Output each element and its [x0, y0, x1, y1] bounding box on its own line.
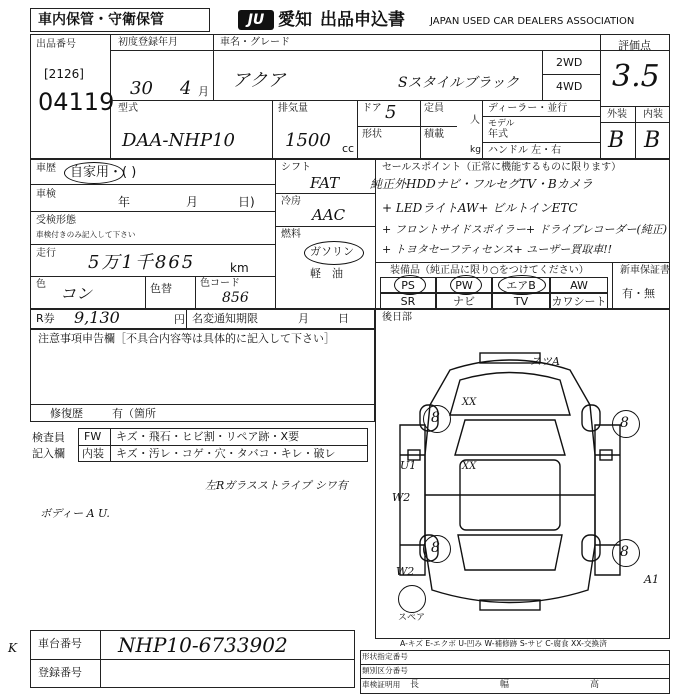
airbag-circle — [498, 275, 546, 295]
history-circle — [64, 162, 124, 184]
notice-month: 月 — [298, 312, 309, 325]
receipt-note: 車検付きのみ記入して下さい — [36, 230, 136, 240]
inspector-label-2: 記入欄 — [32, 447, 65, 460]
equip-leather: カワシート — [551, 295, 607, 308]
classification-number: 類別区分番号 — [362, 666, 408, 676]
pw-circle — [450, 275, 482, 295]
rear-seat-label: 後日部 — [382, 312, 412, 323]
repair-value: 有（箇所 — [112, 407, 156, 420]
equipment-label-tail: をつけてください） — [498, 265, 589, 276]
cert-length: 長 — [410, 680, 420, 690]
model-grade: Sスタイルブラック — [398, 75, 520, 91]
fuel-circle — [304, 241, 364, 265]
inspection-day: 日) — [238, 195, 255, 209]
displacement-label: 排気量 — [278, 103, 308, 114]
equip-navi: ナビ — [436, 293, 492, 309]
cert-width: 幅 — [500, 680, 510, 690]
registration-month-value: 4 — [180, 78, 192, 99]
margin-mark: K — [8, 641, 17, 655]
remarks-label: 注意事項申告欄［不具合内容等は具体的に記入して下さい］ — [38, 332, 335, 345]
equipment-label — [390, 266, 589, 276]
mark-w2-2: W2 — [396, 565, 415, 578]
chassis-label: 車台番号 — [38, 637, 82, 650]
registration-label: 初度登録年月 — [118, 37, 178, 48]
equip-sr: SR — [380, 293, 436, 309]
ac-label: 冷房 — [281, 196, 301, 207]
tire-fl-label: 8 — [431, 410, 440, 426]
inspector-fw: FW — [84, 430, 102, 443]
sales-line-4: + トヨタセーフティセンス+ ユーザー買取車!! — [382, 243, 613, 256]
int-label: 内装 — [643, 109, 663, 120]
recycle-unit: 円 — [174, 313, 185, 326]
sales-line-3: + フロントサイドスポイラー+ ドライブレコーダー(純正) — [382, 223, 668, 236]
inspector-note: 左Rガラスストライプ シワ有 — [205, 479, 348, 492]
grade-label: 評価点 — [618, 39, 651, 52]
ext-value: B — [608, 128, 625, 153]
inspector-side-note: ボディー A U. — [40, 507, 110, 520]
inspection-month: 月 — [186, 195, 199, 209]
notice-day: 日 — [338, 312, 349, 325]
mark-w2-1: W2 — [392, 491, 411, 504]
tire-rl-label: 8 — [431, 540, 440, 556]
tire-fr-label: 8 — [620, 415, 629, 431]
inspector-ni-items: キズ・汚レ・コゲ・穴・タバコ・キレ・破レ — [116, 447, 336, 460]
new-warranty-label: 新車保証書 — [620, 265, 670, 276]
ext-label: 外装 — [607, 109, 627, 120]
grade-value: 3.5 — [612, 59, 660, 94]
ju-logo: JU — [238, 10, 274, 30]
doors-value: 5 — [385, 102, 397, 123]
mark-xx-2: XX — [462, 461, 477, 472]
color-change: 色替 — [150, 282, 172, 295]
history-label: 車歴 — [36, 163, 56, 174]
shift-label: シフト — [281, 162, 311, 173]
shape-label: 形状 — [362, 129, 382, 140]
doors-label: ドア — [362, 103, 382, 114]
fuel-opt2: 軽 油 — [310, 267, 343, 280]
tire-rr-label: 8 — [620, 544, 629, 560]
repair-label: 修復歴 — [50, 407, 83, 420]
reg-number-label: 登録番号 — [38, 666, 82, 679]
inspector-label-1: 検査員 — [32, 431, 65, 444]
registration-month-unit: 月 — [198, 85, 209, 98]
inspector-fw-items: キズ・飛石・ヒビ割・リペア跡・X要 — [116, 430, 300, 443]
drive-4wd: 4WD — [556, 80, 583, 93]
shape-designation: 形状指定番号 — [362, 652, 408, 662]
displacement-unit: cc — [342, 142, 355, 155]
int-value: B — [644, 128, 661, 153]
history-value: 自家用・( ) — [70, 165, 137, 180]
type-label: 型式 — [118, 103, 138, 114]
mark-a1: A1 — [644, 573, 659, 586]
mark-xx-1: XX — [462, 397, 477, 408]
sales-point-label: セールスポイント（正常に機能するものに限ります） — [382, 162, 622, 173]
fuel-opt1: ガソリン — [310, 245, 354, 258]
model-name: アクア — [232, 70, 286, 91]
capacity-unit: kg — [470, 145, 481, 155]
equipment-label-text: 装備品（純正品に限り — [390, 265, 490, 276]
inspection-label: 車検 — [36, 189, 56, 200]
color-code-label: 色コード — [200, 278, 240, 289]
mileage-value: 5万1千865 — [88, 252, 196, 273]
spare-tire — [398, 585, 426, 613]
inspector-ni: 内装 — [82, 447, 104, 460]
drive-2wd: 2WD — [556, 56, 583, 69]
cert-label: 車検証明用 — [362, 680, 401, 690]
logo-org: 愛知 — [278, 10, 312, 30]
diagram-top-note: スツA — [530, 355, 560, 368]
shift-value: FAT — [310, 174, 340, 192]
ps-circle — [394, 275, 426, 295]
equip-tv: TV — [492, 293, 550, 309]
sales-line-1: 純正外HDDナビ・フルセグTV・Bカメラ — [370, 177, 593, 191]
chassis-value: NHP10-6733902 — [118, 633, 288, 657]
model-label: 車名・グレード — [220, 37, 290, 48]
handle-label: ハンドル 左・右 — [488, 145, 562, 156]
mileage-unit: km — [230, 261, 249, 275]
damage-legend: A-キズ E-エクボ U-凹み W-補修跡 S-サビ C-腐食 XX-交換済 — [400, 639, 607, 649]
notice-label: 名変通知期限 — [192, 312, 258, 325]
equip-pw: PW — [436, 277, 492, 293]
mark-u1: U1 — [400, 459, 417, 472]
fuel-label: 燃料 — [281, 229, 301, 240]
association-name: JAPAN USED CAR DEALERS ASSOCIATION — [430, 16, 635, 27]
cert-height: 高 — [590, 680, 600, 690]
recycle-label: R券 — [36, 312, 55, 325]
recycle-value: 9,130 — [74, 308, 120, 327]
receipt-label: 受検形態 — [36, 215, 76, 226]
color-code-value: 856 — [222, 290, 249, 306]
form-title: 出品申込書 — [320, 10, 405, 30]
sales-line-2: + LEDライトAW+ ビルトインETC — [382, 201, 578, 215]
spare-label: スペア — [398, 613, 426, 623]
mileage-label: 走行 — [36, 248, 56, 259]
ac-value: AAC — [312, 206, 346, 224]
lot-number: 04119 — [38, 88, 115, 116]
equip-airbag: エアB — [492, 277, 550, 293]
color-label: 色 — [36, 279, 46, 290]
lot-label: 出品番号 — [36, 39, 76, 50]
lot-code: [2126] — [44, 67, 84, 81]
model-year-l2: 年式 — [488, 129, 508, 140]
displacement-value: 1500 — [285, 130, 331, 151]
model-year-l1: モデル — [488, 119, 515, 129]
equipment-circle-mark: ○ — [490, 265, 499, 276]
car-diagram — [380, 345, 640, 625]
occupancy-label: 定員 — [424, 103, 444, 114]
dealer-parallel: ディーラー・並行 — [488, 103, 568, 114]
capacity-label: 積載 — [424, 129, 444, 140]
equip-ps: PS — [380, 277, 436, 293]
storage-labels: 車内保管・守衛保管 — [38, 12, 164, 28]
equip-aw: AW — [550, 277, 608, 293]
occupancy-unit: 人 — [470, 115, 480, 126]
type-value: DAA-NHP10 — [122, 130, 235, 151]
registration-year: 30 — [130, 78, 153, 99]
new-warranty-opt: 有・無 — [622, 287, 655, 300]
color-value: コン — [60, 284, 93, 303]
inspection-year: 年 — [118, 195, 131, 209]
